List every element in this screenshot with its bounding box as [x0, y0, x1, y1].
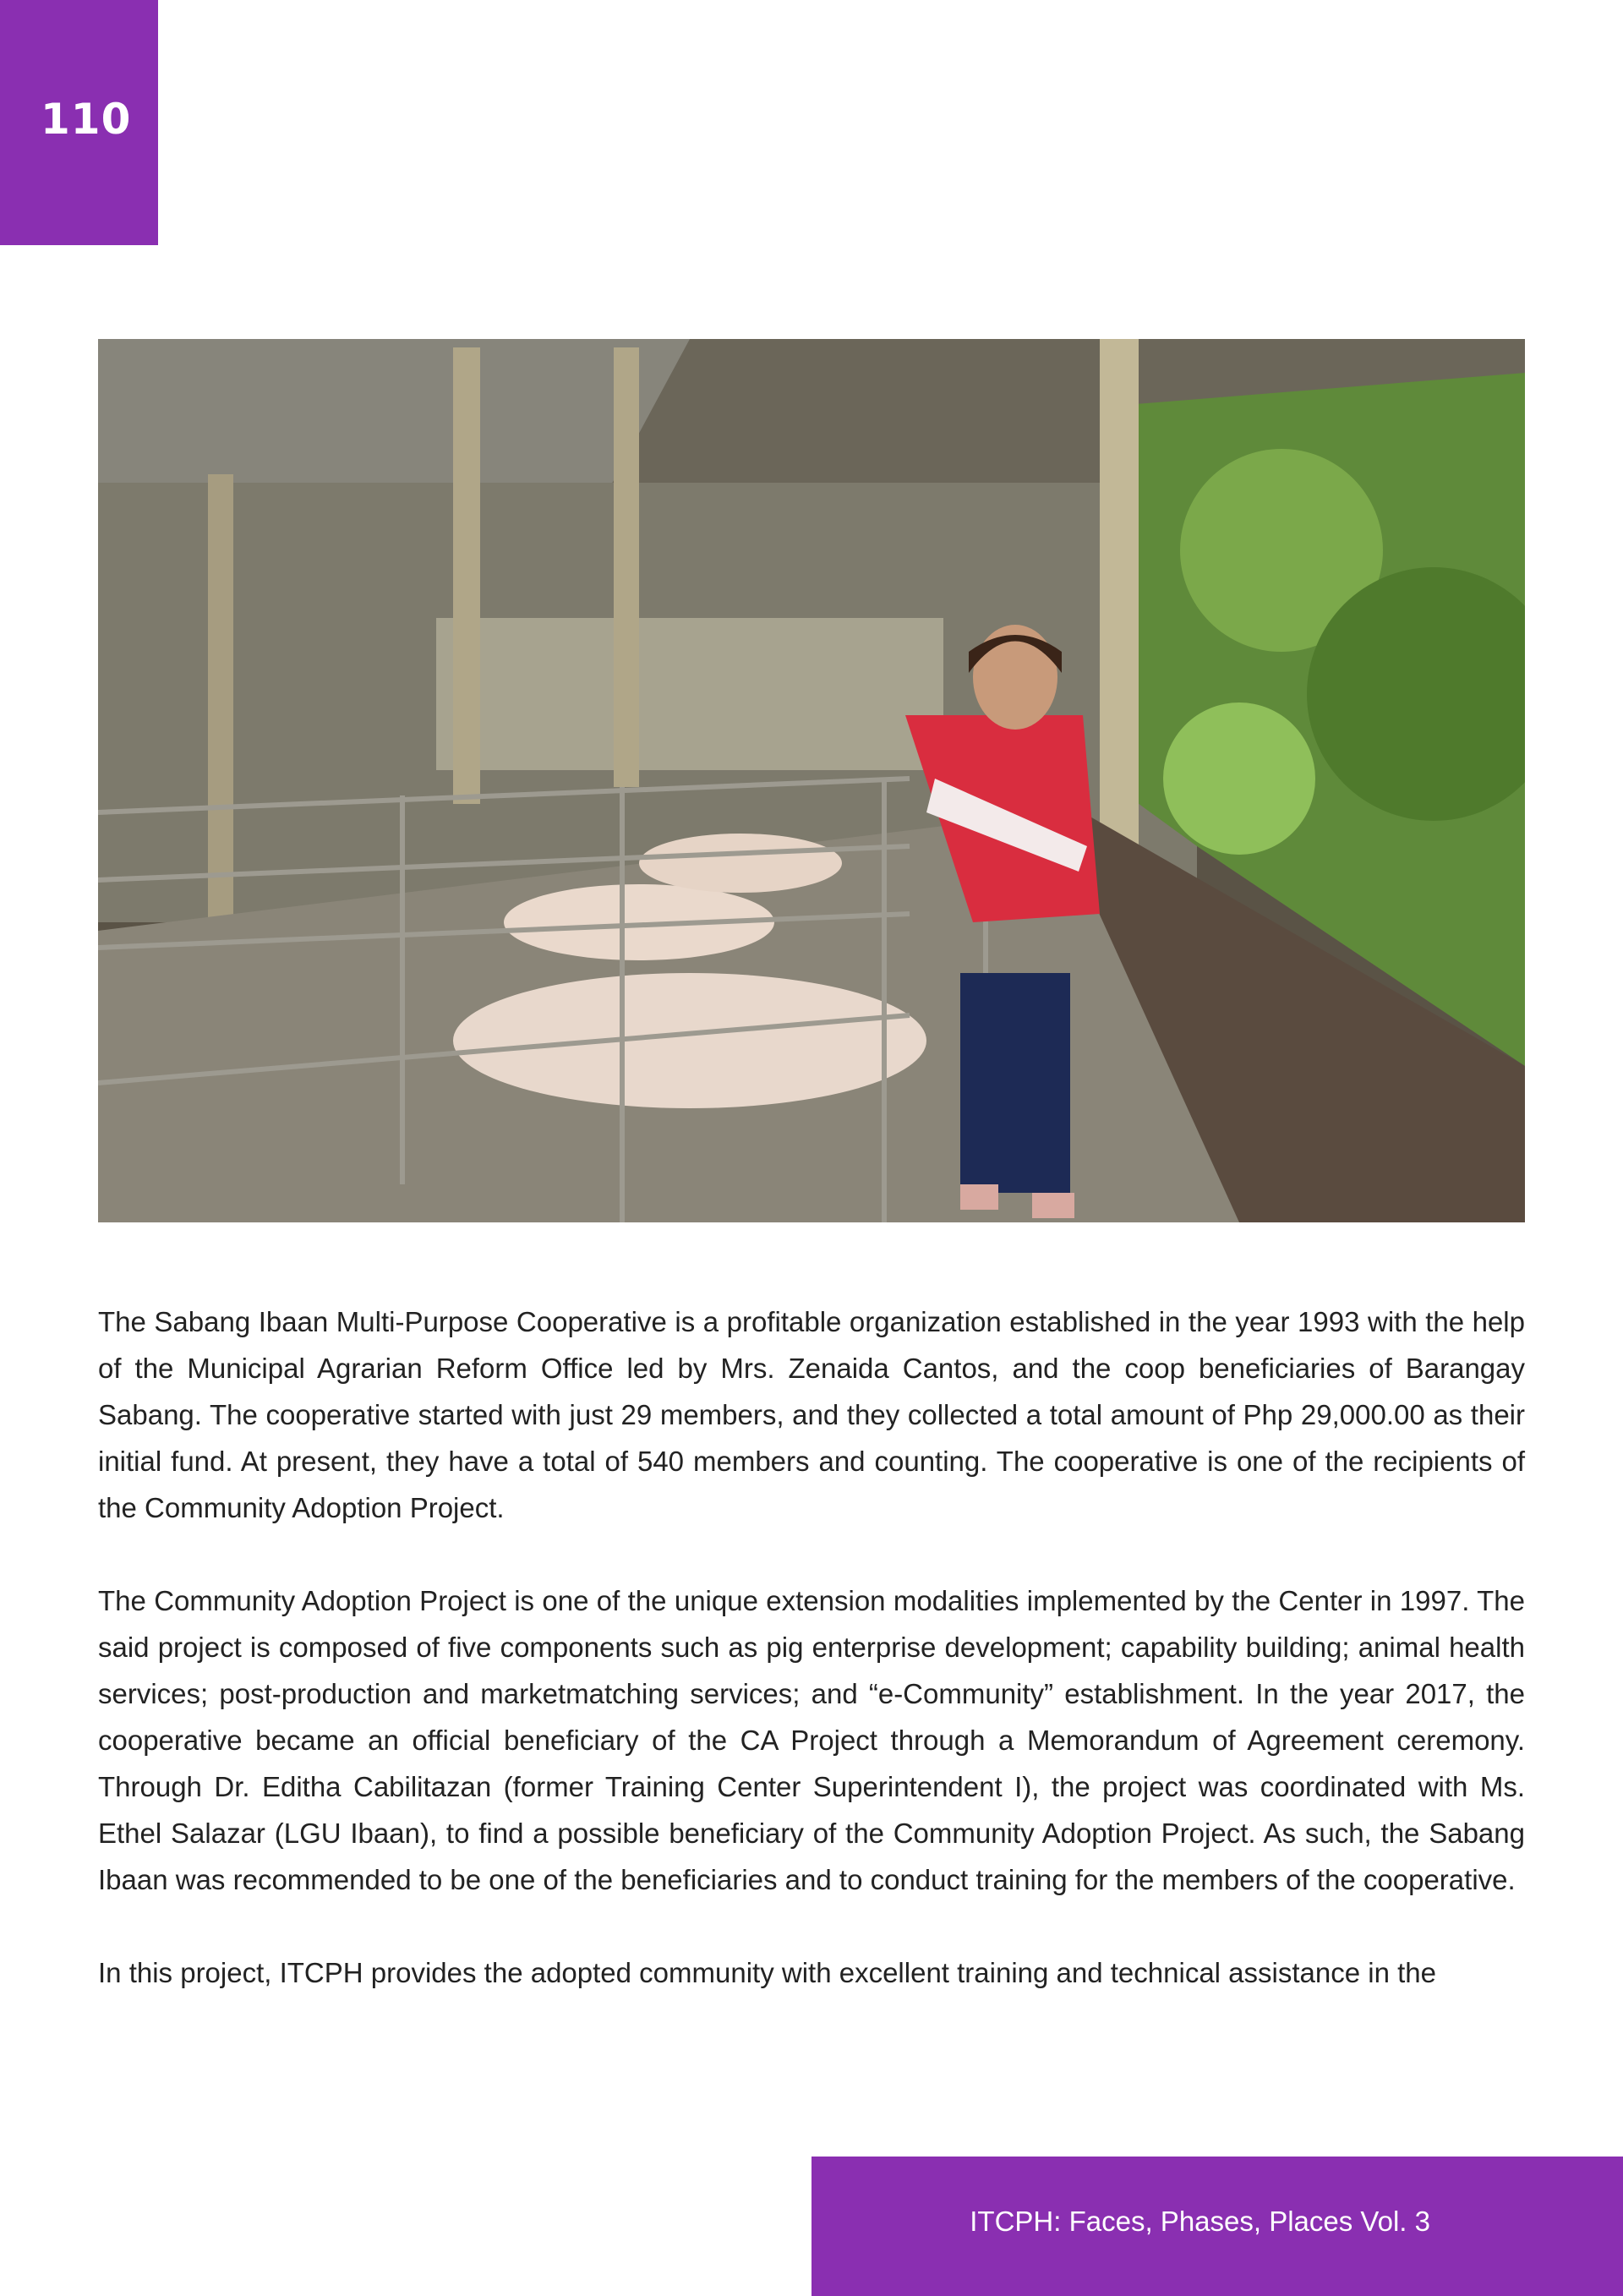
paragraph-cooperative-history: The Sabang Ibaan Multi-Purpose Cooperative is a profitable organization established in the year 1993 with the help of the Municipal Agrarian Reform Office led by Mrs. Zenaida Cantos, and the coop beneficiaries of Barangay Sabang. The cooperative started with just 29 members, and they collected a total amount of Php 29,000.00 as their initial fund. At present, they have a total of 540 members and counting. The cooperative is one of the recipients of the Community Adoption Project. [98, 1306, 1525, 1523]
post [614, 347, 639, 787]
sandal [960, 1184, 998, 1210]
pig [639, 834, 842, 893]
footer-band [812, 2157, 1623, 2296]
page-number: 110 [41, 95, 132, 144]
page-number-tab [0, 0, 158, 245]
sandal [1032, 1193, 1074, 1218]
photo-illustration [98, 339, 1525, 1222]
paragraph-community-adoption-project: The Community Adoption Project is one of the unique extension modalities implemented by the Center in 1997. The said project is composed of five components such as pig enterprise development; capability building; animal health services; post-production and marketmatching services; and “e-Community” establishment. In the year 2017, the cooperative became an official beneficiary of the CA Project through a Memorandum of Agreement ceremony. Through Dr. Editha Cabilitazan (former Training Center Superintendent I), the project was coordinated with Ms. Ethel Salazar (LGU Ibaan), to find a possible beneficiary of the Community Adoption Project. As such, the Sabang Ibaan was recommended to be one of the beneficiaries and to conduct training for the members of the cooperative. [98, 1585, 1525, 1895]
barn-light [436, 618, 943, 770]
article-body [98, 1298, 1525, 1996]
foliage-bush [1163, 702, 1315, 855]
paragraph-itcph-training: In this project, ITCPH provides the adopted community with excellent training and technical assistance in the [98, 1957, 1436, 1988]
post [208, 474, 233, 931]
publication-title: ITCPH: Faces, Phases, Places Vol. 3 [970, 2206, 1430, 2237]
pig [453, 973, 926, 1108]
woman-jeans [960, 973, 1070, 1193]
post [1100, 339, 1139, 897]
post [453, 347, 480, 804]
pig-farm-photo [98, 339, 1525, 1222]
